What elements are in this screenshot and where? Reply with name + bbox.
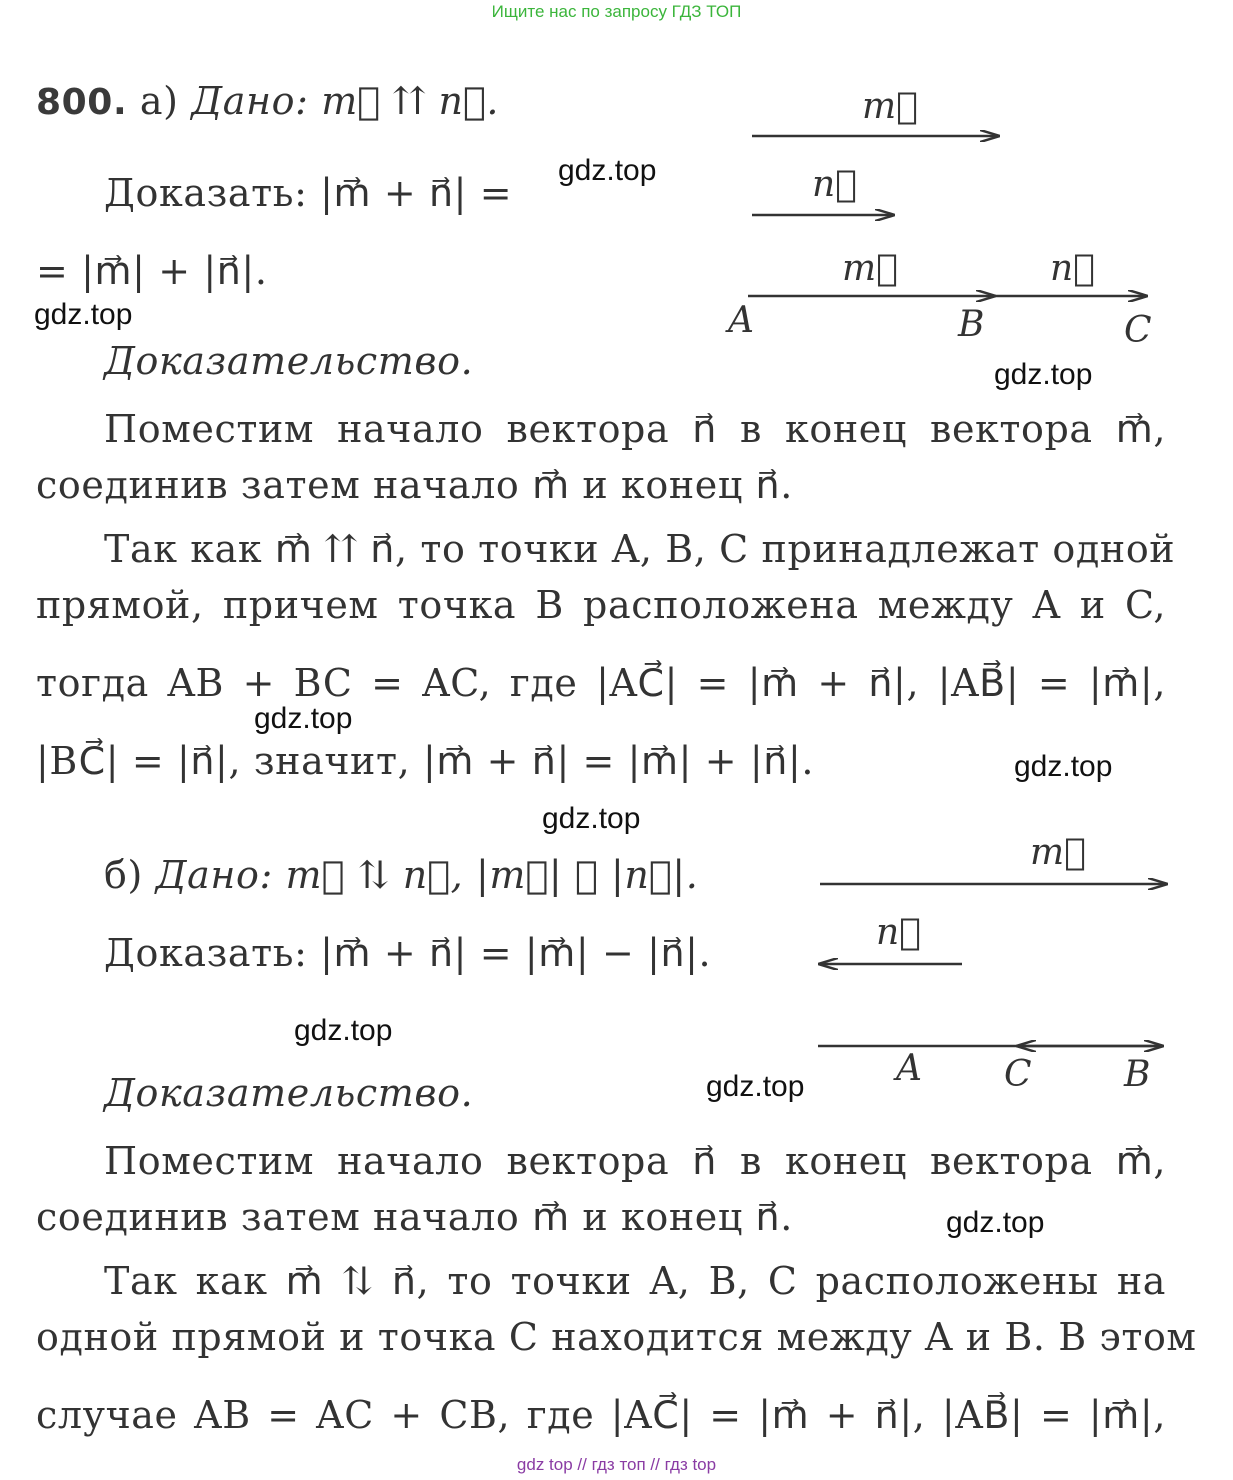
- proof-a-p2-line2: прямой, причем точка B расположена между A и C,: [36, 583, 1166, 627]
- bottom-banner: gdz top // гдз топ // гдз top: [516, 1455, 717, 1474]
- watermark: gdz.top: [558, 154, 657, 187]
- fig-a-label-sum-m: m⃗: [842, 248, 898, 289]
- fig-a-point-b: B: [958, 304, 985, 345]
- proof-a-p2-line1: Так как m⃗ ⇈ n⃗, то точки A, B, C принадлежат одной: [104, 527, 1176, 571]
- given-a-word: Дано:: [191, 79, 309, 123]
- problem-number: 800.: [36, 82, 128, 123]
- prove-a-line1: Доказать: |m⃗ + n⃗| =: [104, 171, 513, 215]
- watermark: gdz.top: [706, 1070, 805, 1103]
- watermark: gdz.top: [254, 702, 353, 735]
- proof-a-p2-line3: тогда AB + BC = AC, где |AC⃗| = |m⃗ + n⃗|, |AB⃗| = |m⃗|,: [36, 661, 1166, 705]
- watermark: gdz.top: [994, 358, 1093, 391]
- watermark: gdz.top: [542, 802, 641, 835]
- given-a-formula: m⃗ ⇈ n⃗.: [321, 79, 500, 123]
- proof-b-p2-line1: Так как m⃗ ⇅ n⃗, то точки A, B, C расположены на: [104, 1259, 1166, 1303]
- fig-b-label-n: n⃗: [876, 912, 921, 953]
- proof-a-p2-line4: |BC⃗| = |n⃗|, значит, |m⃗ + n⃗| = |m⃗| + |n⃗|.: [36, 739, 815, 783]
- watermark: gdz.top: [946, 1206, 1045, 1239]
- fig-a-label-n: n⃗: [812, 164, 857, 205]
- proof-b-p1-line1: Поместим начало вектора n⃗ в конец вектора m⃗,: [104, 1139, 1166, 1183]
- given-b-prefix: б): [104, 853, 143, 897]
- watermark: gdz.top: [34, 298, 133, 331]
- proof-a-title: Доказательство.: [104, 339, 474, 383]
- proof-b-title: Доказательство.: [104, 1071, 474, 1115]
- fig-b-point-c: C: [1004, 1054, 1032, 1095]
- watermark: gdz.top: [294, 1014, 393, 1047]
- fig-a-point-c: C: [1124, 310, 1152, 351]
- prove-a-line2: = |m⃗| + |n⃗|.: [36, 249, 268, 293]
- fig-b-point-b: B: [1124, 1054, 1151, 1095]
- proof-b-p2-line2: одной прямой и точка C находится между A и B. В этом: [36, 1315, 1197, 1359]
- fig-b-label-m: m⃗: [1030, 832, 1086, 873]
- proof-a-p1-line2: соединив затем начало m⃗ и конец n⃗.: [36, 463, 793, 507]
- proof-b-p2-line3: случае AB = AC + CB, где |AC⃗| = |m⃗ + n⃗|, |AB⃗| = |m⃗|,: [36, 1393, 1166, 1437]
- watermark: gdz.top: [1014, 750, 1113, 783]
- fig-a-label-m: m⃗: [862, 86, 918, 127]
- given-a-prefix: а): [139, 79, 179, 123]
- given-b-word: Дано:: [155, 853, 273, 897]
- fig-b-point-a: A: [896, 1048, 922, 1089]
- fig-a-label-sum-n: n⃗: [1050, 248, 1095, 289]
- given-b-formula: m⃗ ⇅ n⃗, |m⃗| ⩾ |n⃗|.: [285, 853, 699, 897]
- proof-a-p1-line1: Поместим начало вектора n⃗ в конец вектора m⃗,: [104, 407, 1166, 451]
- fig-a-point-a: A: [728, 300, 754, 341]
- proof-b-p1-line2: соединив затем начало m⃗ и конец n⃗.: [36, 1195, 793, 1239]
- top-banner: Ищите нас по запросу ГДЗ ТОП: [491, 2, 742, 21]
- prove-b: Доказать: |m⃗ + n⃗| = |m⃗| − |n⃗|.: [104, 931, 712, 975]
